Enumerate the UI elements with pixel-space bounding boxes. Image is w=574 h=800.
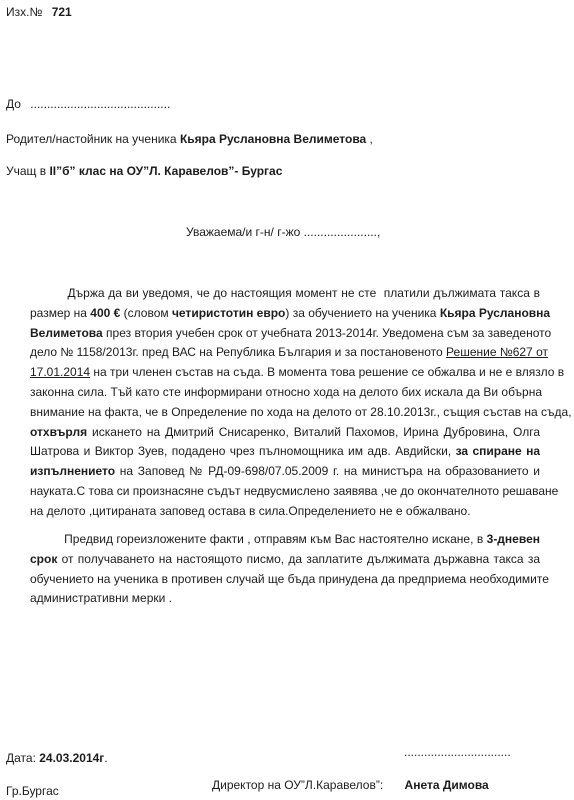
date-suffix: . [104,751,108,765]
text-segment: Шатрова и Виктор Зуев, подадено чрез пълномощника им адв. Авдийски, [30,444,456,459]
paragraph-line [30,462,540,482]
paragraph-line [30,442,540,462]
text-segment: законна сила. Тъй като сте информирани относно хода на делото бих искала да Ви обърна [30,384,543,399]
text-segment: от получаването на настоящото писмо, да заплатите дължимата държавна такса за [57,551,540,566]
date-value: 24.03.2014г [39,751,105,765]
text-segment: дело № 1158/2013г. пред ВАС на Република България и за постановеното [30,345,447,360]
director-name: Анета Димова [404,778,489,792]
salutation: Уважаема/и г-н/ г-жо ......................, [186,225,381,239]
student-name: Кьяра Руслановна Велиметова [179,132,367,146]
reference-label: Изх.№ [6,5,43,19]
text-segment: (словом [120,305,172,320]
reference-value: 721 [51,5,72,19]
body-paragraph-1 [30,284,572,522]
text-segment: внимание на факта, че в Определение по хода на делото от 28.10.2013г., същия състав на съда, [30,404,572,419]
text-segment: административни мерки . [30,591,172,606]
paragraph-line [30,423,540,443]
bold-text: отхвърля [30,424,88,439]
paragraph-line [30,530,540,550]
text-segment: размер на [30,305,91,320]
paragraph-line [30,550,540,570]
text-segment: обучението на ученика в противен случай ще бъда принудена да предприема необходимите [30,571,549,586]
text-segment: през втория учебен срок от учебната 2013-2014г. Уведомена съм за заведеното [102,325,552,340]
paragraph-line [30,324,552,344]
paragraph-line [30,589,540,609]
signature-line: ................................ [404,745,511,759]
recipient-dots: .......................................... [30,97,171,111]
director-line [212,778,489,792]
bold-text: четиристотин евро [171,305,286,320]
paragraph-line [30,343,548,363]
bold-text: 400 € [90,305,121,320]
paragraph-line [30,570,549,590]
class-line [6,164,282,178]
parent-line-prefix: Родител/настойник на ученика [6,132,180,146]
bold-text: изпълнението [30,464,116,479]
reference-number [6,5,72,19]
class-name: II”б” клас на ОУ”Л. Каравелов”- Бургас [49,164,283,178]
body-paragraph-2 [30,530,549,609]
class-line-prefix: Учащ в [6,164,50,178]
parent-line-suffix: , [366,132,373,146]
paragraph-line [30,403,572,423]
text-segment: на Заповед № РД-09-698/07.05.2009 г. на министъра на образованието и [115,464,540,479]
paragraph-line [30,284,540,304]
bold-text: срок [30,551,58,566]
bold-text: за спиране на [455,444,541,459]
bold-text: 3-дневен [486,532,540,546]
paragraph-line [30,502,540,522]
paragraph-line [30,482,559,502]
text-segment: на три членен състав на съда. В момента това решение се обжалва и не е влязло в [90,365,565,380]
date-line [6,751,108,765]
text-segment: искането на Дмитрий Снисаренко, Виталий Пахомов, Ирина Дубровина, Олга [87,424,540,439]
paragraph-line [30,363,565,383]
paragraph-line [30,383,543,403]
recipient-line [6,97,170,111]
text-segment: Държа да ви уведомя, че до настоящия момент не сте платили дължимата такса в [30,286,540,300]
text-segment: Предвид гореизложените факти , отправям към Вас настоятелно искане, в [30,532,487,546]
text-segment: на делото ,цитираната заповед остава в сила.Определението не е обжалвано. [30,503,471,518]
bold-text: Велиметова [30,325,103,340]
date-label: Дата: [6,751,40,765]
underlined-text: Решение №627 от [446,345,548,360]
parent-line [6,132,373,146]
recipient-label: До [6,97,21,111]
underlined-text: 17.01.2014 [30,365,91,380]
director-label: Директор на ОУ”Л.Каравелов”: [212,778,384,792]
text-segment: ) за обучението на ученика [285,305,440,320]
city: Гр.Бургас [6,784,59,798]
paragraph-line [30,304,551,324]
text-segment: науката.С това си произнасяне съдът недвусмислено заявява ,че до окончателното решаване [30,483,559,498]
bold-text: Кьяра Руслановна [439,305,551,320]
